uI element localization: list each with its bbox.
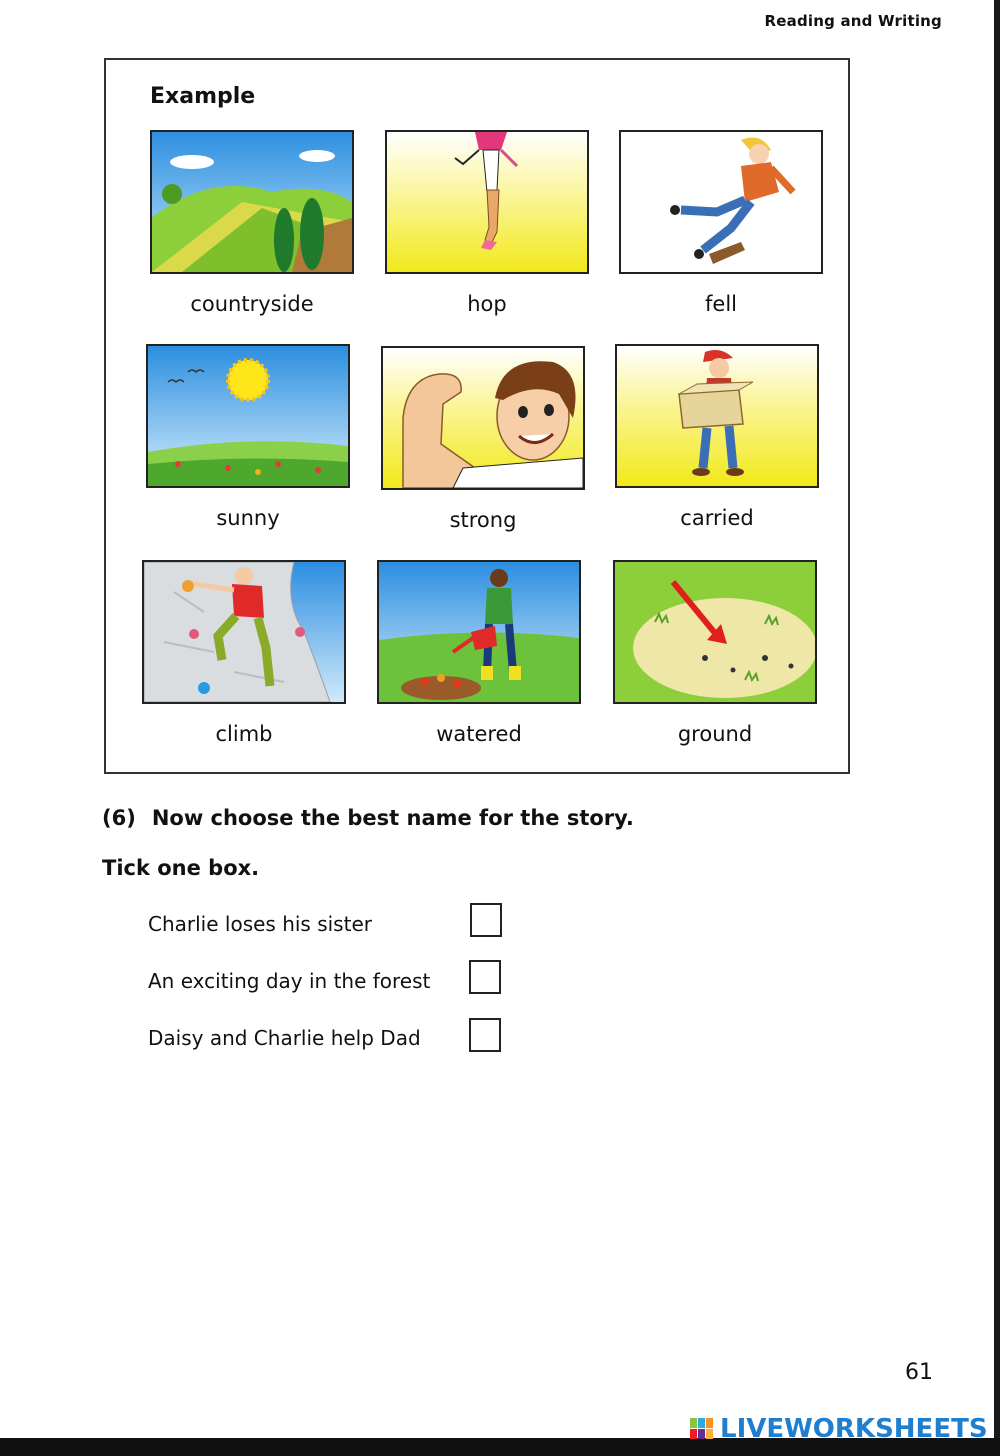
word-label: watered [436, 722, 522, 746]
carried-picture [615, 344, 819, 488]
option-label: Daisy and Charlie help Dad [148, 1026, 421, 1050]
brand-name: LIVEWORKSHEETS [720, 1414, 988, 1444]
option-label: Charlie loses his sister [148, 912, 372, 936]
question-heading [102, 806, 634, 830]
hop-picture [385, 130, 589, 274]
word-label: climb [215, 722, 273, 746]
word-label: ground [677, 722, 753, 746]
option-label: An exciting day in the forest [148, 969, 431, 993]
vocab-card-strong [381, 346, 585, 532]
instruction: Tick one box. [102, 856, 260, 880]
liveworksheets-brand [690, 1414, 988, 1444]
word-label: carried [680, 506, 754, 530]
climb-picture [142, 560, 346, 704]
word-label: strong [449, 508, 517, 532]
sunny-picture [146, 344, 350, 488]
page-number: 61 [905, 1360, 933, 1385]
strong-picture [381, 346, 585, 490]
vocab-card-countryside [150, 130, 354, 316]
option-checkbox-2[interactable] [469, 960, 501, 994]
vocab-card-hop [385, 130, 589, 316]
example-title: Example [150, 84, 256, 109]
word-label: sunny [216, 506, 280, 530]
option-checkbox-3[interactable] [469, 1018, 501, 1052]
question-number: (6) [102, 806, 136, 830]
section-header: Reading and Writing [764, 12, 942, 30]
liveworksheets-logo-icon [690, 1418, 716, 1440]
vocab-card-fell [619, 130, 823, 316]
ground-picture [613, 560, 817, 704]
word-label: countryside [190, 292, 314, 316]
question-text: Now choose the best name for the story. [151, 806, 634, 830]
option-checkbox-1[interactable] [470, 903, 502, 937]
countryside-picture [150, 130, 354, 274]
word-label: hop [467, 292, 507, 316]
word-label: fell [705, 292, 737, 316]
vocab-card-carried [615, 344, 819, 530]
page-edge [994, 0, 1000, 1456]
vocab-card-sunny [146, 344, 350, 530]
vocab-card-climb [142, 560, 346, 746]
watered-picture [377, 560, 581, 704]
fell-picture [619, 130, 823, 274]
vocab-card-watered [377, 560, 581, 746]
example-box [104, 58, 850, 774]
vocab-card-ground [613, 560, 817, 746]
